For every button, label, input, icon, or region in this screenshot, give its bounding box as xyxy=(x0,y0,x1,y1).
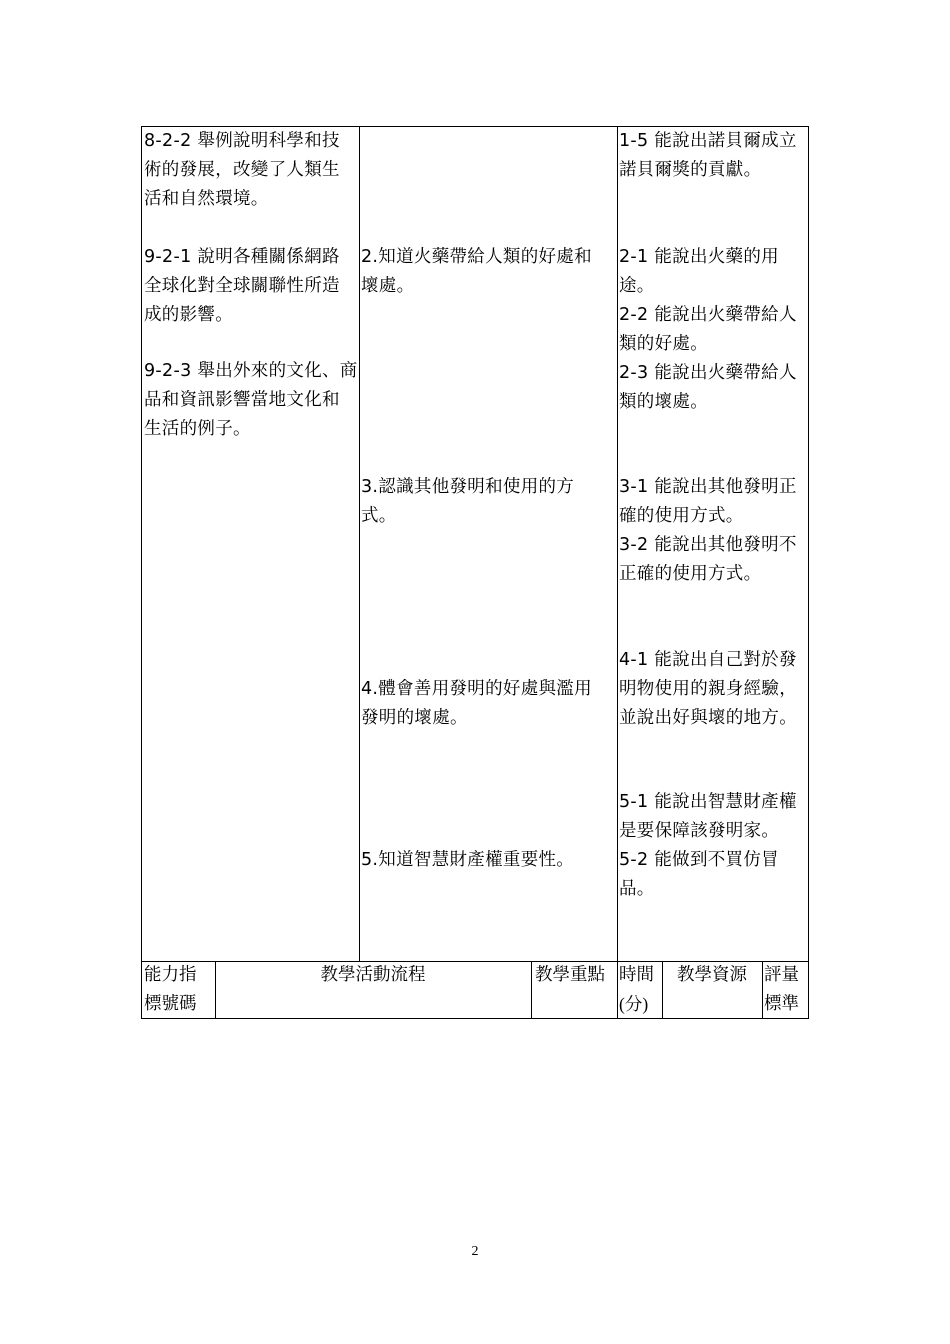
ability-indicator-1 xyxy=(144,127,340,214)
text-line: 生活的例子。 xyxy=(144,419,251,439)
text-line: 品和資訊影響當地文化和 xyxy=(144,390,340,410)
text-line: 正確的使用方式。 xyxy=(619,564,762,584)
text-line: 時間 xyxy=(619,965,654,985)
text-line: 諾貝爾獎的貢獻。 xyxy=(619,160,762,180)
text-line: 明物使用的親身經驗， xyxy=(619,679,797,699)
text-line: 5-2 能做到不買仿冒 xyxy=(619,850,779,870)
hdr-divider-3 xyxy=(617,961,618,1018)
text-line: 9-2-3 舉出外來的文化、商 xyxy=(144,361,358,381)
objective-2 xyxy=(619,243,797,417)
text-line: 能力指 xyxy=(144,965,197,985)
header-evaluation xyxy=(764,961,799,1019)
text-line: 4.體會善用發明的好處與濫用 xyxy=(361,679,592,699)
text-line: 8-2-2 舉例說明科學和技 xyxy=(144,131,340,151)
text-line: 5.知道智慧財產權重要性。 xyxy=(361,850,575,870)
text-line: 成的影響。 xyxy=(144,305,233,325)
header-resources xyxy=(662,961,762,990)
text-line: 3-1 能說出其他發明正 xyxy=(619,477,797,497)
ability-indicator-3 xyxy=(144,357,358,444)
text-line: 確的使用方式。 xyxy=(619,506,744,526)
text-line: 教學活動流程 xyxy=(320,965,426,985)
objective-1 xyxy=(619,127,797,185)
text-line: 式。 xyxy=(361,506,397,526)
activity-5 xyxy=(361,846,574,875)
text-line: 3-2 能說出其他發明不 xyxy=(619,535,797,555)
text-line: 類的壞處。 xyxy=(619,392,708,412)
text-line: 全球化對全球關聯性所造 xyxy=(144,276,340,296)
text-line: 2-1 能說出火藥的用 xyxy=(619,247,779,267)
text-line: 發明的壞處。 xyxy=(361,708,468,728)
text-line: 教學重點 xyxy=(535,965,605,985)
objective-5 xyxy=(619,788,797,904)
activity-3 xyxy=(361,473,574,531)
text-line: 2-3 能說出火藥帶給人 xyxy=(619,363,797,383)
text-line: 壞處。 xyxy=(361,276,415,296)
text-line: (分) xyxy=(619,994,649,1014)
text-line: 類的好處。 xyxy=(619,334,708,354)
activity-2 xyxy=(361,243,592,301)
text-line: 術的發展，改變了人類生 xyxy=(144,160,340,180)
text-line: 9-2-1 說明各種關係網路 xyxy=(144,247,340,267)
text-line: 2-2 能說出火藥帶給人 xyxy=(619,305,797,325)
text-line: 3.認識其他發明和使用的方 xyxy=(361,477,575,497)
text-line: 標號碼 xyxy=(144,994,197,1014)
text-line: 是要保障該發明家。 xyxy=(619,821,780,841)
text-line: 並說出好與壞的地方。 xyxy=(619,708,797,728)
page-number: 2 xyxy=(471,1244,479,1259)
text-line: 1-5 能說出諾貝爾成立 xyxy=(619,131,797,151)
text-line: 途。 xyxy=(619,276,655,296)
objective-3 xyxy=(619,473,797,589)
text-line: 4-1 能說出自己對於發 xyxy=(619,650,797,670)
hdr-divider-5 xyxy=(762,961,763,1018)
text-line: 教學資源 xyxy=(677,965,747,985)
text-line: 活和自然環境。 xyxy=(144,189,269,209)
col-divider-2 xyxy=(617,127,618,961)
header-activity-flow xyxy=(215,961,531,990)
activity-4 xyxy=(361,675,592,733)
hdr-divider-2 xyxy=(531,961,532,1018)
text-line: 標準 xyxy=(764,994,799,1014)
header-teaching-focus xyxy=(535,961,605,990)
header-time xyxy=(619,961,654,1019)
ability-indicator-2 xyxy=(144,243,340,330)
text-line: 2.知道火藥帶給人類的好處和 xyxy=(361,247,592,267)
col-divider-1 xyxy=(359,127,360,961)
text-line: 評量 xyxy=(764,965,799,985)
text-line: 5-1 能說出智慧財產權 xyxy=(619,792,797,812)
objective-4 xyxy=(619,646,797,733)
text-line: 品。 xyxy=(619,879,655,899)
header-ability-code xyxy=(144,961,197,1019)
